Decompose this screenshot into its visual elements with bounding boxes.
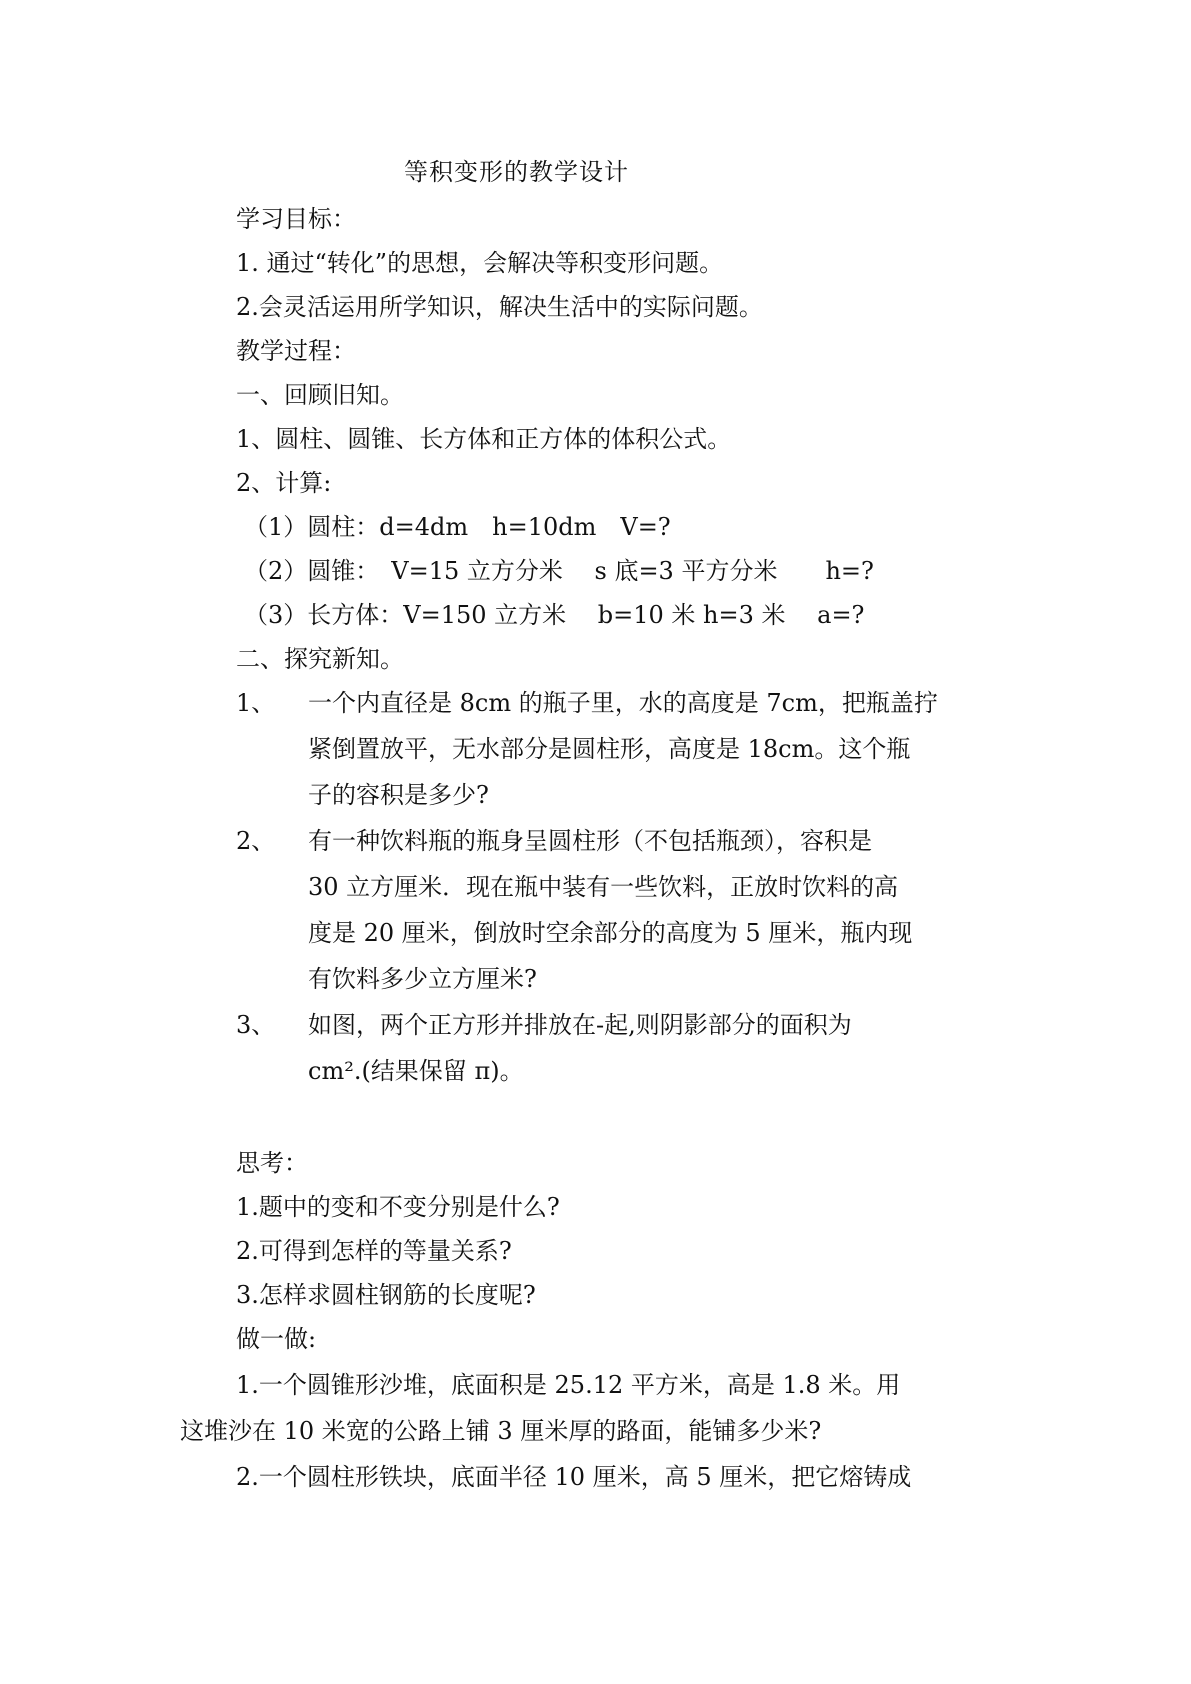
document-title: 等积变形的教学设计 bbox=[404, 158, 629, 186]
problem-line: 有一种饮料瓶的瓶身呈圆柱形（不包括瓶颈），容积是 bbox=[308, 827, 872, 855]
problem-number: 3、 bbox=[236, 1011, 276, 1039]
think-heading: 思考： bbox=[236, 1149, 308, 1177]
calc-item: （2）圆锥： V=15 立方分米 s 底=3 平方分米 h=? bbox=[244, 557, 874, 585]
think-item: 1.题中的变和不变分别是什么? bbox=[236, 1193, 560, 1221]
think-item: 2.可得到怎样的等量关系? bbox=[236, 1237, 512, 1265]
part1-item: 2、计算: bbox=[236, 469, 332, 497]
calc-item: （1）圆柱：d=4dm h=10dm V=? bbox=[244, 513, 671, 541]
process-heading: 教学过程： bbox=[236, 337, 356, 365]
problem-line: 紧倒置放平，无水部分是圆柱形，高度是 18cm。这个瓶 bbox=[308, 735, 911, 763]
objective-item: 2.会灵活运用所学知识，解决生活中的实际问题。 bbox=[236, 293, 763, 321]
objectives-heading: 学习目标： bbox=[236, 205, 356, 233]
problem-line: 一个内直径是 8cm 的瓶子里，水的高度是 7cm，把瓶盖拧 bbox=[308, 689, 938, 717]
part1-item: 1、圆柱、圆锥、长方体和正方体的体积公式。 bbox=[236, 425, 732, 453]
practice-item: 1.一个圆锥形沙堆，底面积是 25.12 平方米，高是 1.8 米。用 bbox=[236, 1371, 901, 1399]
problem-line: 子的容积是多少? bbox=[308, 781, 489, 809]
problem-line: 30 立方厘米．现在瓶中装有一些饮料，正放时饮料的高 bbox=[308, 873, 899, 901]
practice-heading: 做一做: bbox=[236, 1325, 317, 1353]
problem-line: 度是 20 厘米，倒放时空余部分的高度为 5 厘米，瓶内现 bbox=[308, 919, 913, 947]
think-item: 3.怎样求圆柱钢筋的长度呢? bbox=[236, 1281, 536, 1309]
part2-heading: 二、探究新知。 bbox=[236, 645, 404, 673]
problem-number: 1、 bbox=[236, 689, 276, 717]
part1-heading: 一、回顾旧知。 bbox=[236, 381, 404, 409]
problem-line: 有饮料多少立方厘米? bbox=[308, 965, 537, 993]
practice-item-continuation: 这堆沙在 10 米宽的公路上铺 3 厘米厚的路面，能铺多少米? bbox=[180, 1417, 822, 1445]
problem-line: 如图，两个正方形并排放在-起,则阴影部分的面积为 bbox=[308, 1011, 852, 1039]
objective-item: 1. 通过“转化”的思想，会解决等积变形问题。 bbox=[236, 249, 724, 277]
problem-number: 2、 bbox=[236, 827, 276, 855]
practice-item: 2.一个圆柱形铁块，底面半径 10 厘米，高 5 厘米，把它熔铸成 bbox=[236, 1463, 912, 1491]
problem-line: cm².(结果保留 π)。 bbox=[308, 1057, 524, 1085]
calc-item: （3）长方体：V=150 立方米 b=10 米 h=3 米 a=? bbox=[244, 601, 865, 629]
